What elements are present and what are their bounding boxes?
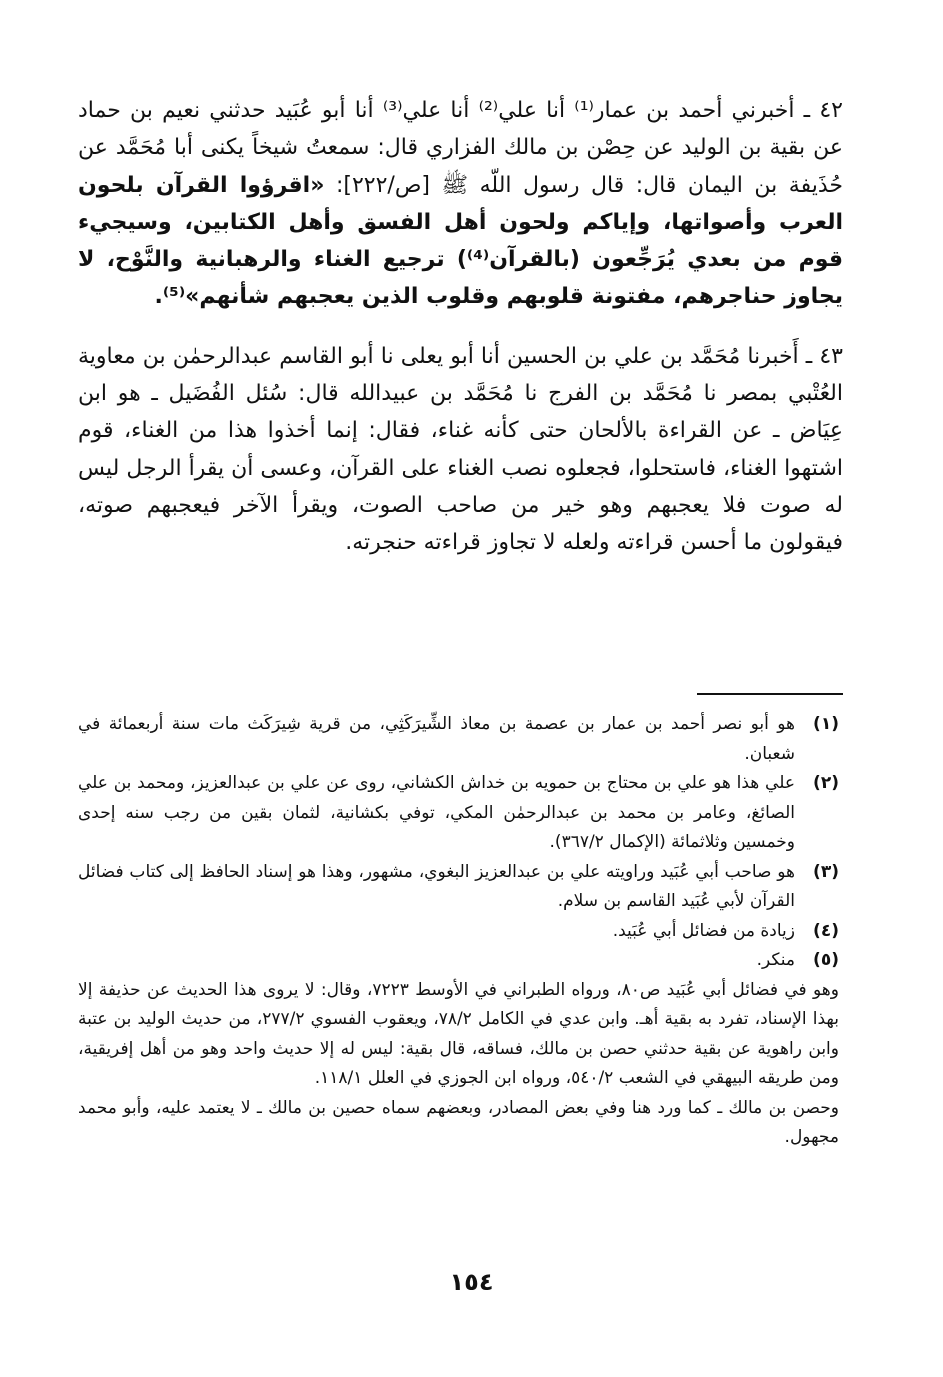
footnote-number: (٤) [813,920,839,941]
footnote-number: (٢) [813,773,839,793]
footnote-text: منكر. [756,950,795,970]
footnotes [78,710,839,1153]
footnote-text: هو أبو نصر أحمد بن عمار بن عصمة بن معاذ الشِّيرَكَثِي، من قرية شِيرَكَث مات سنة أربعمائة في شعبان. [78,714,795,764]
footnote-text: زيادة من فضائل أبي عُبَيد. [612,920,795,941]
paragraph-42-isnad: ٤٢ ـ أخبرني أحمد بن عمار⁽¹⁾ أنا علي⁽²⁾ أنا علي⁽³⁾ أنا أبو عُبَيد حدثني نعيم بن حماد عن بقية بن الوليد عن حِصْن بن مالك الفزاري قال: سمعتُ شيخاً يكنى أبا مُحَمَّد عن حُذَيفة بن اليمان قال: قال رسول اللّه ﷺ [ص/٢٢٢]: [78,98,843,198]
footnote-5-continuation-2: وحصن بن مالك ـ كما ورد هنا وفي بعض المصادر، وبعضهم سماه حصين بن مالك ـ لا يعتمد عليه، وأبو محمد مجهول. [78,1097,839,1147]
footnote-5 [78,946,839,976]
paragraph-42-hadith: «اقرؤوا القرآن بلحون العرب وأصواتها، وإياكم ولحون أهل الفسق وأهل الكتابين، وسيجيء قوم من بعدي يُرَجِّعون (بالقرآن⁽⁴⁾) ترجيع الغناء والرهبانية والنَّوْح، لا يجاوز حناجرهم، مفتونة قلوبهم وقلوب الذين يعجبهم شأنهم»⁽⁵⁾. [78,172,844,310]
footnote-number: (٣) [813,861,839,882]
paragraph-42 [78,92,843,316]
footnote-text: هو صاحب أبي عُبَيد وراويته علي بن عبدالعزيز البغوي، مشهور، وهذا هو إسناد الحافظ إلى كتاب فضائل القرآن لأبي عُبَيد القاسم بن سلام. [78,861,795,911]
page-number: ١٥٤ [449,1268,494,1296]
footnote-divider [697,693,843,695]
footnote-number: (٥) [813,950,839,970]
footnote-number: (١) [813,714,839,734]
footnote-4 [78,917,839,947]
main-text [78,92,843,584]
footnote-5-continuation-1: وهو في فضائل أبي عُبَيد ص٨٠، ورواه الطبراني في الأوسط ٧٢٢٣، وقال: لا يروى هذا الحديث عن حذيفة إلا بهذا الإسناد، تفرد به بقية أهـ. وابن عدي في الكامل ٧٨/٢، ويعقوب الفسوي ٢٧٧/٢، من حديث الوليد بن عتبة وابن راهوية عن بقية حدثني حصن بن مالك، فساقه، قال بقية: ليس له إلا حديث واحد وهو من أهل إفريقية، ومن طريقه البيهقي في الشعب ٥٤٠/٢، ورواه ابن الجوزي في العلل ١١٨/١. [78,979,839,1088]
paragraph-43: ٤٣ ـ أَخبرنا مُحَمَّد بن علي بن الحسين أنا أبو يعلى نا أبو القاسم عبدالرحمٰن بن معاوية العُتْبي بمصر نا مُحَمَّد بن الفرج نا مُحَمَّد بن عبيدالله قال: سُئل الفُضَيل ـ هو ابن عِيَاض ـ عن القراءة بالألحان حتى كأنه غناء، فقال: إنما أخذوا هذا من الغناء، قوم اشتهوا الغناء، فاستحلوا، فجعلوه نصب الغناء على القرآن، وعسى أن يقرأ الرجل ليس له صوت فلا يعجبهم وهو خير من صاحب الصوت، ويقرأ الآخر فيعجبهم صوته، فيقولون ما أحسن قراءته ولعله لا تجاوز قراءته حنجرته. [77,343,843,556]
footnote-1 [78,710,839,769]
footnote-3 [78,858,839,917]
footnote-2 [78,769,839,858]
footnote-text: علي هذا هو علي بن محتاج بن حمويه بن خداش الكشاني، روى عن علي بن عبدالعزيز، ومحمد بن علي الصائغ، وعامر بن محمد بن عبدالرحمٰن المكي، توفي بكشانية، لثمان بقين من رجب سنه إحدى وخمسين وثلاثمائة (الإكمال ٣٦٧/٢). [78,773,795,852]
